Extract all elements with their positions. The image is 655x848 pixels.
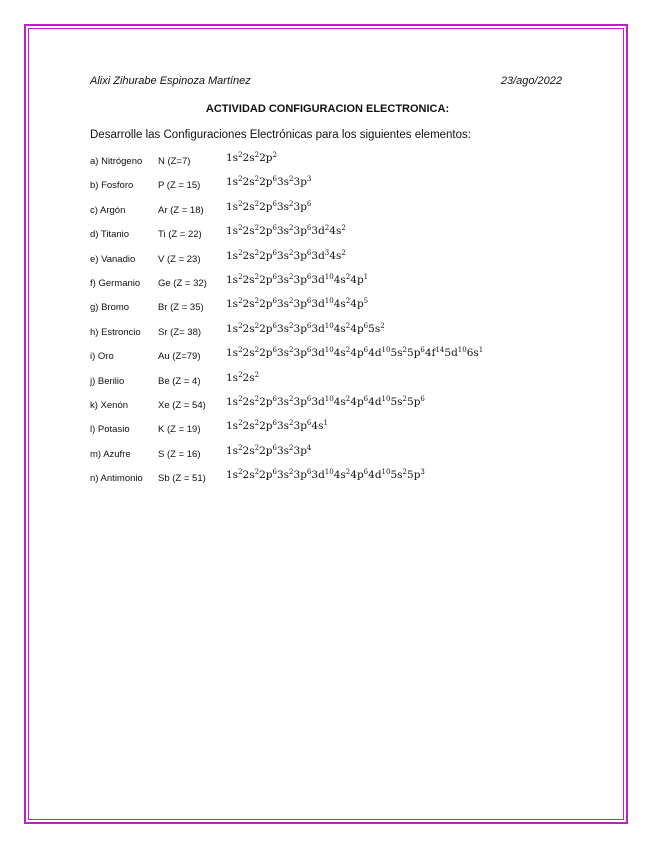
orbital-term: $2s^2$ (242, 443, 260, 457)
orbital-term: $5s^2$ (390, 394, 408, 408)
orbital-term: $5p^3$ (407, 468, 425, 482)
element-label: h) Estroncio (90, 326, 141, 338)
orbital-term: $3p^6$ (293, 248, 312, 262)
orbital-term: $2p^2$ (259, 151, 277, 164)
orbital-term: $4d^{10}$ (368, 468, 391, 482)
orbital-term: $3s^2$ (276, 175, 294, 189)
element-symbol-z: P (Z = 15) (158, 180, 201, 192)
element-row (90, 272, 590, 296)
element-row (90, 150, 590, 174)
orbital-term: $3p^6$ (293, 199, 312, 213)
orbital-term: $2p^6$ (259, 272, 277, 286)
orbital-term: $4d^{10}$ (368, 394, 391, 408)
orbital-term: $5s^2$ (390, 468, 408, 482)
orbital-term: $3d^{10}$ (311, 297, 334, 311)
electron-configuration (226, 372, 259, 384)
orbital-term: $3p^6$ (293, 419, 312, 433)
electron-configuration (226, 274, 368, 286)
element-symbol-z: Ti (Z = 22) (158, 229, 202, 241)
element-row (90, 223, 590, 247)
orbital-term: $1s^2$ (226, 272, 243, 286)
element-label: b) Fosforo (90, 180, 134, 192)
orbital-term: $1s^2$ (226, 443, 243, 457)
orbital-term: $4p^6$ (350, 394, 369, 408)
electron-configuration (226, 225, 346, 237)
element-symbol-z: N (Z=7) (158, 156, 191, 167)
orbital-term: $5p^6$ (407, 394, 425, 408)
orbital-term: $3s^2$ (276, 443, 294, 457)
document-title: ACTIVIDAD CONFIGURACION ELECTRONICA: (205, 103, 450, 115)
element-row (90, 321, 590, 345)
electron-configuration (226, 396, 425, 408)
element-symbol-z: Sb (Z = 51) (158, 473, 206, 485)
orbital-term: $3s^2$ (276, 224, 294, 238)
orbital-term: $1s^2$ (226, 419, 243, 433)
element-row (90, 199, 590, 223)
element-symbol-z: Au (Z=79) (158, 351, 201, 363)
element-row (90, 370, 590, 394)
element-list (90, 150, 590, 491)
orbital-term: $5s^2$ (390, 346, 408, 360)
element-symbol-z: S (Z = 16) (158, 448, 201, 460)
orbital-term: $3s^2$ (276, 419, 294, 433)
orbital-term: $1s^2$ (226, 370, 243, 384)
orbital-term: $4p^5$ (350, 297, 369, 311)
element-label: n) Antimonio (90, 473, 143, 485)
element-label: e) Vanadio (90, 253, 136, 265)
orbital-term: $5p^6$ (407, 346, 425, 360)
orbital-term: $2p^6$ (259, 175, 277, 189)
element-row (90, 174, 590, 198)
electron-configuration (226, 323, 385, 335)
orbital-term: $3p^3$ (293, 175, 312, 189)
orbital-term: $6s^1$ (466, 346, 484, 360)
orbital-term: $5d^{10}$ (444, 346, 467, 360)
orbital-term: $1s^2$ (226, 248, 243, 262)
electron-configuration (226, 420, 328, 432)
orbital-term: $1s^2$ (226, 224, 243, 238)
element-row (90, 394, 590, 418)
orbital-term: $3d^{10}$ (311, 272, 334, 286)
orbital-term: $3d^{10}$ (311, 394, 334, 408)
orbital-term: $3s^2$ (276, 468, 294, 482)
element-row (90, 248, 590, 272)
electron-configuration (226, 469, 425, 481)
element-symbol-z: V (Z = 23) (158, 253, 201, 265)
orbital-term: $2p^6$ (259, 199, 277, 213)
orbital-term: $1s^2$ (226, 297, 243, 311)
orbital-term: $3p^6$ (293, 297, 312, 311)
element-label: m) Azufre (90, 448, 131, 460)
electron-configuration (226, 201, 311, 213)
orbital-term: $3d^3$ (311, 248, 330, 262)
orbital-term: $2s^2$ (242, 394, 260, 408)
orbital-term: $3s^2$ (276, 346, 294, 360)
orbital-term: $4s^2$ (333, 297, 351, 311)
orbital-term: $4s^2$ (333, 272, 351, 286)
element-label: j) Berilio (90, 375, 125, 387)
orbital-term: $1s^2$ (226, 394, 243, 408)
orbital-term: $3s^2$ (276, 272, 294, 286)
orbital-term: $3p^4$ (293, 443, 312, 457)
orbital-term: $3d^{10}$ (311, 346, 334, 360)
orbital-term: $2p^6$ (259, 346, 277, 360)
orbital-term: $3p^6$ (293, 224, 312, 238)
orbital-term: $3d^{10}$ (311, 321, 334, 335)
orbital-term: $2s^2$ (242, 272, 260, 286)
orbital-term: $2p^6$ (259, 321, 277, 335)
orbital-term: $2s^2$ (242, 468, 260, 482)
orbital-term: $4p^6$ (350, 468, 369, 482)
element-row (90, 296, 590, 320)
orbital-term: $4p^1$ (350, 272, 369, 286)
author-name: Alixi Zihurabe Espinoza Martínez (90, 75, 251, 87)
orbital-term: $2s^2$ (242, 370, 260, 384)
element-label: l) Potasio (90, 424, 130, 436)
orbital-term: $1s^2$ (226, 199, 243, 213)
orbital-term: $3s^2$ (276, 321, 294, 335)
orbital-term: $4s^2$ (333, 346, 351, 360)
orbital-term: $4p^6$ (350, 321, 369, 335)
orbital-term: $2p^6$ (259, 443, 277, 457)
orbital-term: $3s^2$ (276, 199, 294, 213)
electron-configuration (226, 445, 311, 457)
orbital-term: $1s^2$ (226, 321, 243, 335)
element-symbol-z: Ge (Z = 32) (158, 277, 207, 289)
orbital-term: $2p^6$ (259, 468, 277, 482)
orbital-term: $1s^2$ (226, 468, 243, 482)
element-row (90, 345, 590, 369)
orbital-term: $3s^2$ (276, 248, 294, 262)
element-symbol-z: Be (Z = 4) (158, 375, 201, 387)
orbital-term: $3p^6$ (293, 468, 312, 482)
orbital-term: $1s^2$ (226, 346, 243, 360)
element-label: k) Xenón (90, 399, 129, 411)
orbital-term: $3s^2$ (276, 297, 294, 311)
orbital-term: $3p^6$ (293, 394, 312, 408)
orbital-term: $4s^2$ (333, 468, 351, 482)
element-symbol-z: Br (Z = 35) (158, 302, 204, 314)
element-row (90, 467, 590, 491)
element-label: i) Oro (90, 351, 114, 363)
orbital-term: $4s^1$ (311, 419, 328, 433)
orbital-term: $2p^6$ (259, 297, 277, 311)
element-symbol-z: K (Z = 19) (158, 424, 201, 436)
orbital-term: $3p^6$ (293, 346, 312, 360)
orbital-term: $4s^2$ (333, 321, 351, 335)
orbital-term: $2p^6$ (259, 419, 277, 433)
orbital-term: $1s^2$ (226, 151, 243, 164)
orbital-term: $4d^{10}$ (368, 346, 391, 360)
orbital-term: $2s^2$ (242, 248, 260, 262)
orbital-term: $2p^6$ (259, 224, 277, 238)
element-label: f) Germanio (90, 277, 141, 289)
element-symbol-z: Sr (Z= 38) (158, 326, 202, 338)
electron-configuration (226, 176, 311, 188)
orbital-term: $2p^6$ (259, 248, 277, 262)
orbital-term: $2p^6$ (259, 394, 277, 408)
electron-configuration (226, 298, 368, 310)
orbital-term: $1s^2$ (226, 175, 243, 189)
orbital-term: $2s^2$ (242, 297, 260, 311)
element-label: g) Bromo (90, 302, 130, 314)
orbital-term: $2s^2$ (242, 346, 260, 360)
element-label: d) Titanio (90, 229, 130, 241)
orbital-term: $3p^6$ (293, 272, 312, 286)
electron-configuration (226, 250, 346, 262)
orbital-term: $4s^2$ (333, 394, 351, 408)
orbital-term: $4f^{14}$ (424, 346, 445, 360)
instructions-text: Desarrolle las Configuraciones Electrónicas para los siguientes elementos: (90, 129, 471, 141)
orbital-term: $2s^2$ (242, 199, 260, 213)
element-symbol-z: Xe (Z = 54) (158, 399, 206, 411)
element-row (90, 443, 590, 467)
orbital-term: $3d^{10}$ (311, 468, 334, 482)
document-date: 23/ago/2022 (500, 75, 562, 87)
orbital-term: $3d^2$ (311, 224, 330, 238)
orbital-term: $2s^2$ (242, 321, 260, 335)
orbital-term: $2s^2$ (242, 175, 260, 189)
orbital-term: $2s^2$ (242, 419, 260, 433)
element-label: c) Argón (90, 204, 126, 216)
orbital-term: $3p^6$ (293, 321, 312, 335)
element-symbol-z: Ar (Z = 18) (158, 204, 204, 216)
element-row (90, 418, 590, 442)
electron-configuration (226, 152, 277, 164)
orbital-term: $4s^2$ (329, 224, 346, 238)
electron-configuration (226, 347, 483, 359)
orbital-term: $5s^2$ (368, 321, 385, 335)
orbital-term: $4p^6$ (350, 346, 369, 360)
orbital-term: $2s^2$ (242, 224, 260, 238)
orbital-term: $4s^2$ (329, 248, 346, 262)
orbital-term: $2s^2$ (242, 151, 260, 164)
element-label: a) Nitrógeno (90, 156, 143, 167)
orbital-term: $3s^2$ (276, 394, 294, 408)
